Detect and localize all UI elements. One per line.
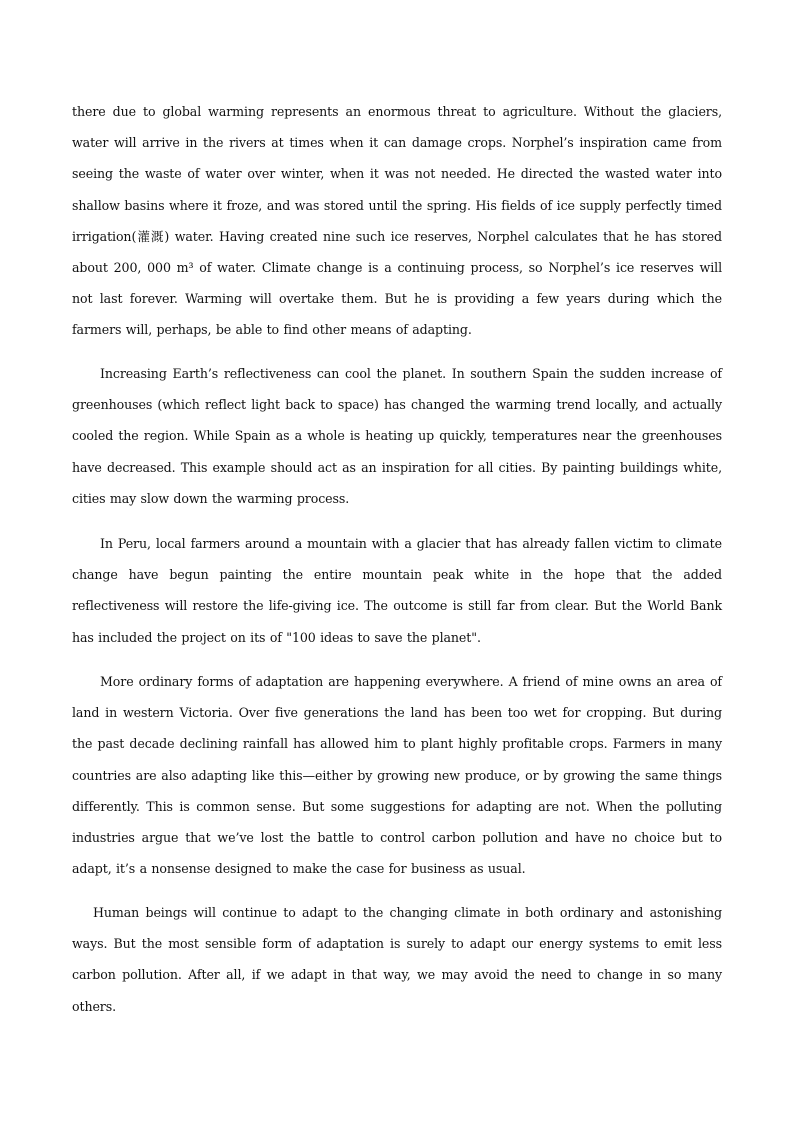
paragraph-conclusion: Human beings will continue to adapt to the changing climate in both ordinary and astonishing ways. But the most sensible form of adaptation is surely to adapt our energy systems to emit less carbon pollution. After all, if we adapt in that way, we may avoid the need to change in so many others. (72, 905, 722, 1014)
paragraph-earth-reflectiveness: Increasing Earth’s reflectiveness can cool the planet. In southern Spain the sudden increase of greenhouses (which reflect light back to space) has changed the warming trend locally, and actually cooled the region. While Spain as a whole is heating up quickly, temperatures near the greenhouses have decreased. This example should act as an inspiration for all cities. By painting buildings white, cities may slow down the warming process. (72, 366, 722, 506)
paragraph-ordinary-adaptation: More ordinary forms of adaptation are happening everywhere. A friend of mine owns an area of land in western Victoria. Over five generations the land has been too wet for cropping. But during the past decade declining rainfall has allowed him to plant highly profitable crops. Farmers in many countries are also adapting like this—either by growing new produce, or by growing the same things differently. This is common sense. But some suggestions for adapting are not. When the polluting industries argue that we’ve lost the battle to control carbon pollution and have no choice but to adapt, it’s a nonsense designed to make the case for business as usual. (72, 674, 722, 877)
paragraph-glaciers-ice-reserves: there due to global warming represents an enormous threat to agriculture. Without the glaciers, water will arrive in the rivers at times when it can damage crops. Norphel’s inspiration came from seeing the waste of water over winter, when it was not needed. He directed the wasted water into shallow basins where it froze, and was stored until the spring. His fields of ice supply perfectly timed irrigation(灌溉) water. Having created nine such ice reserves, Norphel calculates that he has stored about 200, 000 m³ of water. Climate change is a continuing process, so Norphel’s ice reserves will not last forever. Warming will overtake them. But he is providing a few years during which the farmers will, perhaps, be able to find other means of adapting. (72, 104, 722, 338)
paragraph-peru-glacier: In Peru, local farmers around a mountain with a glacier that has already fallen victim to climate change have begun painting the entire mountain peak white in the hope that the added reflectiveness will restore the life-giving ice. The outcome is still far from clear. But the World Bank has included the project on its of "100 ideas to save the planet". (72, 536, 722, 645)
